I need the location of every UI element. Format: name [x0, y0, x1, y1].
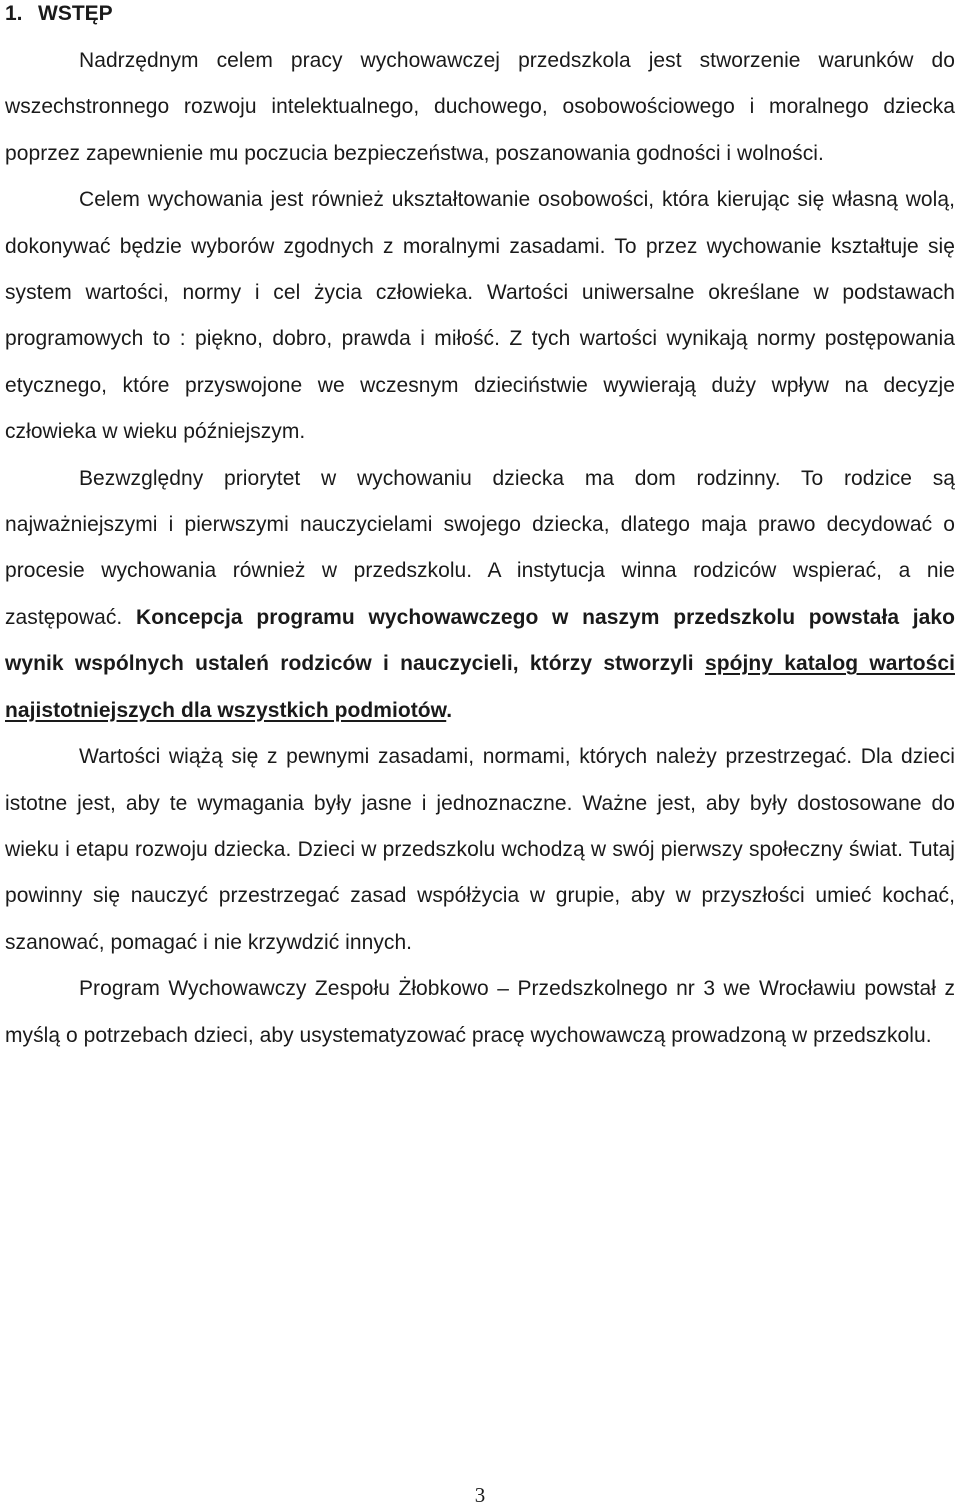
paragraph-5: Program Wychowawczy Zespołu Żłobkowo – Przedszkolnego nr 3 we Wrocławiu powstał z myślą o potrzebach dzieci, aby usystematyzować pracę wychowawczą prowadzoną w przedszkolu.	[5, 977, 955, 1047]
document-page	[5, 0, 955, 1059]
section-title: WSTĘP	[38, 2, 113, 25]
section-number: 1.	[5, 2, 23, 25]
paragraph-3-underlined-text: spójny katalog wartości najistotniejszych dla wszystkich podmiotów	[5, 652, 955, 722]
paragraph-3	[5, 456, 955, 734]
paragraph-3-bold-end: .	[446, 698, 453, 722]
page-number: 3	[474, 1483, 486, 1507]
paragraph-3-bold-lead: Koncepcja programu wychowawczego w naszym przedszkolu powstała jako wynik wspólnych ustaleń rodziców i nauczycieli, którzy stworzyli	[5, 605, 955, 676]
paragraph-3-bold-text	[5, 606, 955, 722]
paragraph-3-text: Bezwzględny priorytet w wychowaniu dziecka ma dom rodzinny. To rodzice są najważniejszymi i pierwszymi nauczycielami swojego dziecka, dlatego maja prawo decydować o procesie wychowania również w przedszkolu. A instytucja winna rodziców wspierać, a nie zastępować.	[5, 466, 955, 629]
paragraph-2: Celem wychowania jest również ukształtowanie osobowości, która kierując się własną wolą, dokonywać będzie wyborów zgodnych z moralnymi zasadami. To przez wychowanie kształtuje się system wartości, normy i cel życia człowieka. Wartości uniwersalne określane w podstawach programowych to : piękno, dobro, prawda i miłość. Z tych wartości wynikają normy postępowania etycznego, które przyswojone we wczesnym dzieciństwie wywierają duży wpływ na decyzje człowieka w wieku późniejszym.	[5, 188, 955, 444]
paragraph-4: Wartości wiążą się z pewnymi zasadami, normami, których należy przestrzegać. Dla dzieci istotne jest, aby te wymagania były jasne i jednoznaczne. Ważne jest, aby były dostosowane do wieku i etapu rozwoju dziecka. Dzieci w przedszkolu wchodzą w swój pierwszy społeczny świat. Tutaj powinny się nauczyć przestrzegać zasad współżycia w grupie, aby w przyszłości umieć kochać, szanować, pomagać i nie krzywdzić innych.	[5, 745, 955, 954]
section-heading	[5, 0, 955, 38]
paragraph-1: Nadrzędnym celem pracy wychowawczej przedszkola jest stworzenie warunków do wszechstronnego rozwoju intelektualnego, duchowego, osobowościowego i moralnego dziecka poprzez zapewnienie mu poczucia bezpieczeństwa, poszanowania godności i wolności.	[5, 49, 955, 165]
